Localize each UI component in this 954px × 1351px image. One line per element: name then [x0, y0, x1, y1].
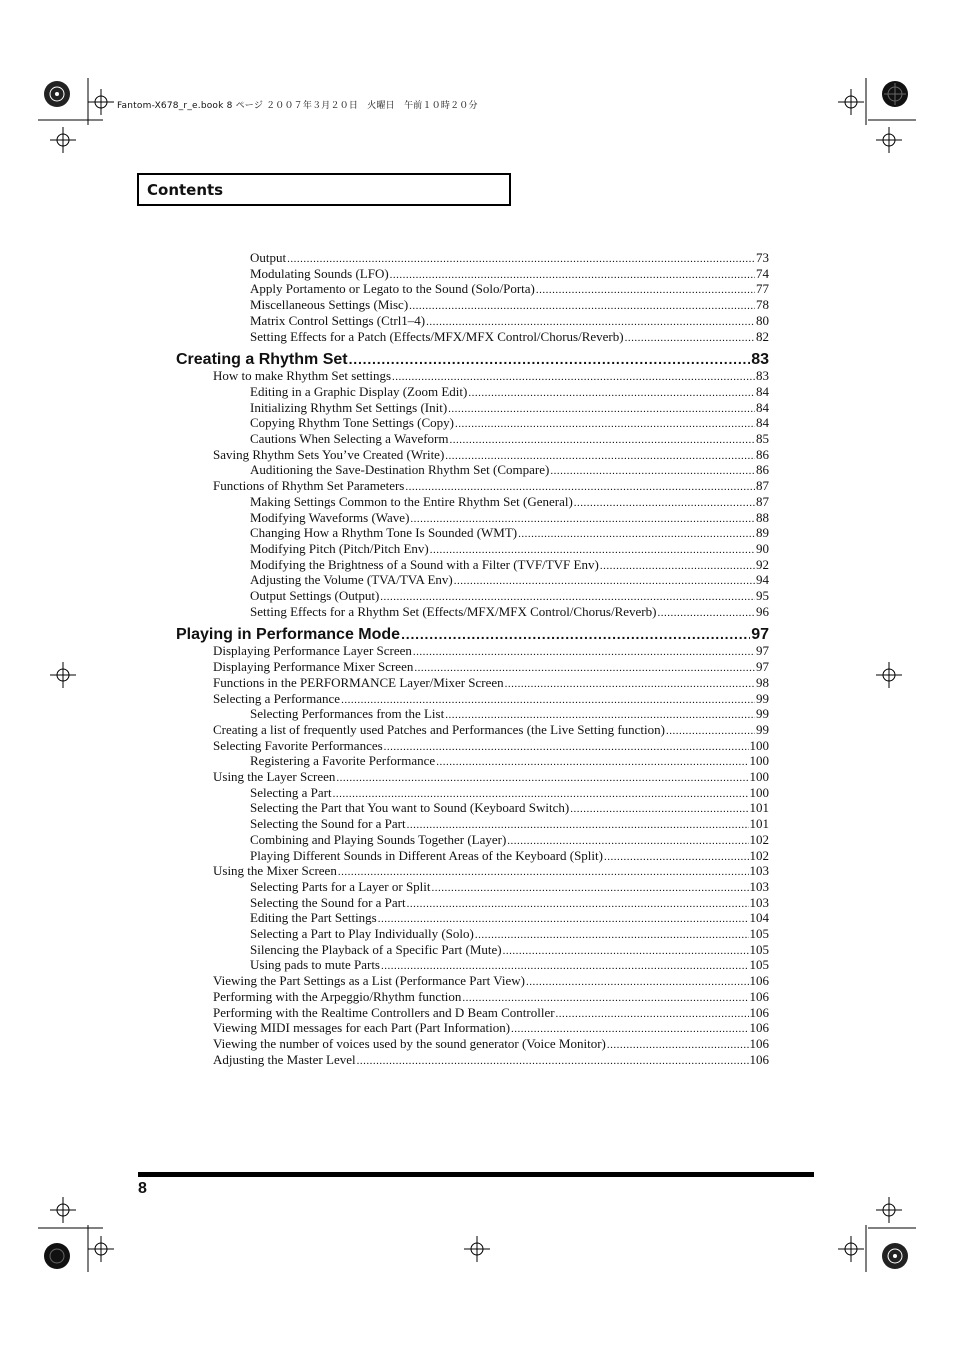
toc-entry-title: Selecting the Part that You want to Sound (Keyboard Switch): [250, 800, 570, 816]
toc-entry-title: Selecting the Sound for a Part: [250, 894, 406, 910]
toc-entry[interactable]: [250, 281, 769, 297]
toc-entry-page: 83: [756, 368, 769, 384]
toc-entry[interactable]: [213, 1052, 769, 1068]
toc-leader-dots: [407, 816, 749, 832]
toc-entry[interactable]: [250, 572, 769, 588]
toc-leader-dots: [526, 973, 749, 989]
toc-leader-dots: [409, 297, 755, 313]
toc-entry-title: Saving Rhythm Sets You’ve Created (Write): [213, 446, 445, 462]
toc-leader-dots: [384, 738, 749, 754]
toc-entry-title: Adjusting the Volume (TVA/TVA Env): [250, 572, 453, 588]
toc-entry-title: Cautions When Selecting a Waveform: [250, 431, 449, 446]
toc-leader-dots: [454, 572, 755, 588]
toc-entry-title: How to make Rhythm Set settings: [213, 368, 392, 384]
toc-entry-page: 101: [749, 816, 769, 832]
toc-entry-title: Performing with the Realtime Controllers and D Beam Controller: [213, 1004, 555, 1020]
toc-entry-page: 102: [749, 831, 769, 847]
toc-leader-dots: [455, 415, 755, 431]
toc-entry-title: Creating a list of frequently used Patches and Performances (the Live Setting function): [213, 721, 665, 737]
toc-entry-page: 92: [756, 556, 769, 572]
toc-entry[interactable]: [250, 297, 769, 313]
footer-rule: [138, 1172, 814, 1177]
toc-leader-dots: [445, 447, 755, 463]
toc-entry[interactable]: [250, 415, 769, 431]
toc-entry-page: 100: [749, 753, 769, 769]
toc-entry[interactable]: [213, 973, 769, 989]
toc-entry-title: Displaying Performance Mixer Screen: [213, 659, 414, 675]
toc-entry-title: Creating a Rhythm Set: [176, 351, 348, 369]
toc-leader-dots: [600, 557, 755, 573]
sunburst-target-icon: [880, 1241, 910, 1271]
toc-entry[interactable]: [213, 722, 769, 738]
toc-leader-dots: [338, 863, 749, 879]
toc-entry-page: 84: [756, 415, 769, 431]
toc-entry-page: 90: [756, 540, 769, 556]
crosshair-icon: [876, 127, 902, 153]
toc-entry[interactable]: [250, 557, 769, 573]
crosshair-icon: [876, 662, 902, 688]
toc-entry-page: 106: [749, 1051, 769, 1067]
crosshair-icon: [50, 1197, 76, 1223]
toc-entry[interactable]: [213, 1036, 769, 1052]
crosshair-icon: [50, 662, 76, 688]
toc-entry[interactable]: [213, 675, 769, 691]
toc-entry[interactable]: [250, 400, 769, 416]
toc-entry-title: Initializing Rhythm Set Settings (Init): [250, 399, 448, 415]
toc-entry-page: 97: [756, 659, 769, 675]
toc-leader-dots: [381, 957, 749, 973]
toc-entry-title: Performing with the Arpeggio/Rhythm function: [213, 988, 462, 1004]
toc-entry[interactable]: [250, 588, 769, 604]
toc-leader-dots: [625, 329, 755, 345]
toc-entry-page: 98: [756, 674, 769, 690]
toc-entry-page: 84: [756, 399, 769, 415]
toc-entry[interactable]: [213, 989, 769, 1005]
toc-entry-title: Functions of Rhythm Set Parameters: [213, 478, 405, 494]
toc-entry-page: 103: [749, 863, 769, 879]
toc-leader-dots: [287, 250, 755, 266]
toc-entry-page: 94: [756, 572, 769, 588]
toc-entry-page: 100: [749, 737, 769, 753]
toc-entry[interactable]: [250, 785, 769, 801]
toc-entry-title: Viewing MIDI messages for each Part (Part Information): [213, 1020, 511, 1036]
toc-leader-dots: [574, 494, 755, 510]
toc-leader-dots: [378, 910, 749, 926]
toc-entry[interactable]: [213, 1020, 769, 1036]
toc-entry-page: 87: [756, 493, 769, 509]
toc-entry[interactable]: [213, 478, 769, 494]
toc-entry-title: Editing the Part Settings: [250, 910, 377, 926]
toc-entry-page: 74: [756, 265, 769, 281]
toc-entry-page: 100: [749, 784, 769, 800]
toc-entry[interactable]: [250, 942, 769, 958]
toc-entry-title: Miscellaneous Settings (Misc): [250, 297, 409, 313]
toc-entry[interactable]: [213, 368, 769, 384]
toc-leader-dots: [336, 769, 748, 785]
toc-entry-page: 106: [749, 1035, 769, 1051]
toc-entry[interactable]: [250, 753, 769, 769]
toc-leader-dots: [518, 525, 755, 541]
toc-entry-title: Silencing the Playback of a Specific Part (Mute): [250, 941, 502, 957]
toc-entry-title: Selecting Performances from the List: [250, 706, 445, 722]
toc-entry-title: Changing How a Rhythm Tone Is Sounded (WMT): [250, 525, 518, 541]
toc-entry-title: Setting Effects for a Patch (Effects/MFX/MFX Control/Chorus/Reverb): [250, 328, 624, 344]
toc-entry[interactable]: [250, 848, 769, 864]
toc-entry-page: 104: [749, 910, 769, 926]
crosshair-icon: [50, 127, 76, 153]
toc-entry-page: 82: [756, 328, 769, 344]
toc-entry-title: Auditioning the Save-Destination Rhythm Set (Compare): [250, 462, 550, 478]
toc-entry-page: 87: [756, 478, 769, 494]
toc-leader-dots: [341, 691, 755, 707]
toc-entry[interactable]: [213, 659, 769, 675]
toc-entry[interactable]: [250, 541, 769, 557]
toc-entry[interactable]: [250, 800, 769, 816]
toc-leader-dots: [401, 626, 750, 644]
toc-entry-page: 89: [756, 525, 769, 541]
toc-entry[interactable]: [250, 816, 769, 832]
toc-leader-dots: [405, 478, 755, 494]
toc-entry-title: Adjusting the Master Level: [213, 1051, 356, 1067]
toc-leader-dots: [604, 848, 749, 864]
toc-entry-title: Viewing the number of voices used by the sound generator (Voice Monitor): [213, 1035, 606, 1051]
toc-entry[interactable]: [213, 1005, 769, 1021]
toc-leader-dots: [392, 368, 755, 384]
toc-entry[interactable]: [250, 604, 769, 620]
toc-leader-dots: [449, 431, 755, 447]
toc-entry-title: Modifying Pitch (Pitch/Pitch Env): [250, 540, 429, 556]
sunburst-target-icon: [42, 79, 72, 109]
toc-entry-title: Modifying Waveforms (Wave): [250, 509, 410, 525]
toc-leader-dots: [436, 753, 748, 769]
toc-leader-dots: [333, 785, 749, 801]
toc-entry[interactable]: [250, 384, 769, 400]
toc-leader-dots: [556, 1005, 749, 1021]
toc-entry-page: 105: [749, 926, 769, 941]
toc-entry[interactable]: [250, 957, 769, 973]
toc-entry-page: 100: [749, 769, 769, 784]
toc-entry-title: Selecting a Part to Play Individually (Solo): [250, 926, 474, 941]
toc-entry-page: 97: [756, 643, 769, 659]
toc-entry[interactable]: [250, 329, 769, 345]
toc-entry-page: 97: [751, 626, 769, 644]
toc-entry[interactable]: [250, 431, 769, 447]
contents-label: Contents: [147, 181, 224, 199]
toc-leader-dots: [462, 989, 748, 1005]
toc-leader-dots: [349, 351, 751, 369]
toc-entry[interactable]: [250, 879, 769, 895]
target-disc-icon: [42, 1241, 72, 1271]
toc-entry-page: 73: [756, 250, 769, 265]
toc-entry[interactable]: [250, 832, 769, 848]
crosshair-icon: [464, 1236, 490, 1262]
toc-entry-title: Playing in Performance Mode: [176, 626, 401, 644]
toc-entry-title: Output Settings (Output): [250, 588, 380, 603]
contents-section-box: [137, 173, 511, 206]
toc-leader-dots: [432, 879, 749, 895]
toc-entry-title: Using the Layer Screen: [213, 769, 336, 784]
toc-entry-page: 106: [749, 1004, 769, 1020]
print-header-note: Fantom-X678_r_e.book 8 ページ ２００７年３月２０日 火曜日 午前１０時２０分: [117, 101, 478, 111]
toc-leader-dots: [407, 895, 749, 911]
toc-leader-dots: [570, 800, 748, 816]
toc-entry-title: Modifying the Brightness of a Sound with a Filter (TVF/TVF Env): [250, 556, 599, 572]
toc-entry-page: 106: [749, 973, 769, 989]
toc-entry[interactable]: [213, 691, 769, 707]
toc-entry-title: Using pads to mute Parts: [250, 957, 380, 973]
crosshair-icon: [876, 1197, 902, 1223]
toc-entry-title: Setting Effects for a Rhythm Set (Effects/MFX/MFX Control/Chorus/Reverb): [250, 603, 657, 619]
toc-leader-dots: [505, 675, 755, 691]
toc-entry-page: 102: [749, 847, 769, 863]
toc-leader-dots: [550, 462, 755, 478]
target-disc-icon: [880, 79, 910, 109]
crosshair-icon: [88, 89, 114, 115]
toc-entry-page: 105: [749, 957, 769, 973]
toc-leader-dots: [468, 384, 755, 400]
toc-entry-title: Viewing the Part Settings as a List (Performance Part View): [213, 973, 525, 989]
toc-entry-page: 88: [756, 509, 769, 525]
toc-entry-page: 101: [749, 800, 769, 816]
toc-leader-dots: [445, 706, 755, 722]
toc-entry-title: Copying Rhythm Tone Settings (Copy): [250, 415, 454, 431]
toc-leader-dots: [413, 643, 755, 659]
toc-leader-dots: [536, 281, 755, 297]
toc-leader-dots: [357, 1052, 749, 1068]
toc-leader-dots: [607, 1036, 749, 1052]
toc-entry-title: Registering a Favorite Performance: [250, 753, 436, 769]
toc-entry[interactable]: [213, 863, 769, 879]
toc-leader-dots: [390, 266, 755, 282]
crosshair-icon: [838, 1236, 864, 1262]
toc-entry-page: 99: [756, 721, 769, 737]
toc-leader-dots: [380, 588, 755, 604]
toc-entry-page: 83: [751, 351, 769, 369]
toc-entry-page: 95: [756, 588, 769, 603]
toc-leader-dots: [657, 604, 755, 620]
toc-entry-title: Selecting Favorite Performances: [213, 737, 383, 753]
toc-entry-page: 103: [749, 894, 769, 910]
crosshair-icon: [838, 89, 864, 115]
toc-entry[interactable]: [250, 313, 769, 329]
toc-leader-dots: [414, 659, 755, 675]
toc-entry-title: Editing in a Graphic Display (Zoom Edit): [250, 383, 468, 399]
toc-entry-page: 84: [756, 383, 769, 399]
toc-entry-title: Playing Different Sounds in Different Areas of the Keyboard (Split): [250, 847, 603, 863]
toc-leader-dots: [507, 832, 748, 848]
page-number: 8: [138, 1180, 147, 1197]
toc-leader-dots: [448, 400, 755, 416]
toc-leader-dots: [475, 926, 749, 942]
toc-entry-page: 106: [749, 988, 769, 1004]
toc-leader-dots: [410, 510, 755, 526]
toc-entry-page: 99: [756, 706, 769, 722]
toc-entry-page: 96: [756, 603, 769, 619]
toc-entry-page: 103: [749, 878, 769, 894]
toc-entry[interactable]: [250, 250, 769, 266]
toc-entry-title: Displaying Performance Layer Screen: [213, 643, 412, 659]
toc-entry-page: 99: [756, 690, 769, 706]
toc-leader-dots: [666, 722, 755, 738]
toc-entry[interactable]: [250, 510, 769, 526]
toc-entry-title: Functions in the PERFORMANCE Layer/Mixer Screen: [213, 674, 504, 690]
toc-entry-title: Selecting a Performance: [213, 690, 341, 706]
toc-entry-page: 77: [756, 281, 769, 297]
toc-entry-title: Output: [250, 250, 287, 265]
toc-entry-title: Modulating Sounds (LFO): [250, 265, 389, 281]
toc-leader-dots: [503, 942, 749, 958]
toc-entry-title: Making Settings Common to the Entire Rhythm Set (General): [250, 493, 573, 509]
toc-entry[interactable]: [250, 525, 769, 541]
toc-entry[interactable]: [250, 266, 769, 282]
toc-entry-page: 78: [756, 297, 769, 313]
toc-entry[interactable]: [250, 462, 769, 478]
toc-entry[interactable]: [250, 494, 769, 510]
toc-entry[interactable]: [213, 738, 769, 754]
toc-entry-page: 86: [756, 446, 769, 462]
toc-entry-page: 85: [756, 431, 769, 446]
toc-entry-title: Selecting Parts for a Layer or Split: [250, 878, 431, 894]
toc-entry[interactable]: [213, 447, 769, 463]
crosshair-icon: [88, 1236, 114, 1262]
toc-entry-page: 80: [756, 312, 769, 328]
toc-entry-page: 86: [756, 462, 769, 478]
toc-entry-title: Selecting a Part: [250, 784, 332, 800]
toc-entry-page: 106: [749, 1020, 769, 1036]
toc-leader-dots: [426, 313, 755, 329]
toc-entry-title: Matrix Control Settings (Ctrl1–4): [250, 312, 426, 328]
toc-entry-page: 105: [749, 941, 769, 957]
toc-leader-dots: [430, 541, 755, 557]
toc-leader-dots: [511, 1020, 748, 1036]
toc-entry[interactable]: [250, 910, 769, 926]
toc-entry[interactable]: [250, 926, 769, 942]
toc-entry[interactable]: [213, 643, 769, 659]
toc-entry-title: Apply Portamento or Legato to the Sound (Solo/Porta): [250, 281, 535, 297]
toc-entry[interactable]: [213, 769, 769, 785]
toc-entry[interactable]: [250, 895, 769, 911]
toc-entry[interactable]: [250, 706, 769, 722]
toc-entry-title: Using the Mixer Screen: [213, 863, 337, 879]
toc-entry-title: Selecting the Sound for a Part: [250, 816, 406, 832]
toc-entry-title: Combining and Playing Sounds Together (Layer): [250, 831, 507, 847]
